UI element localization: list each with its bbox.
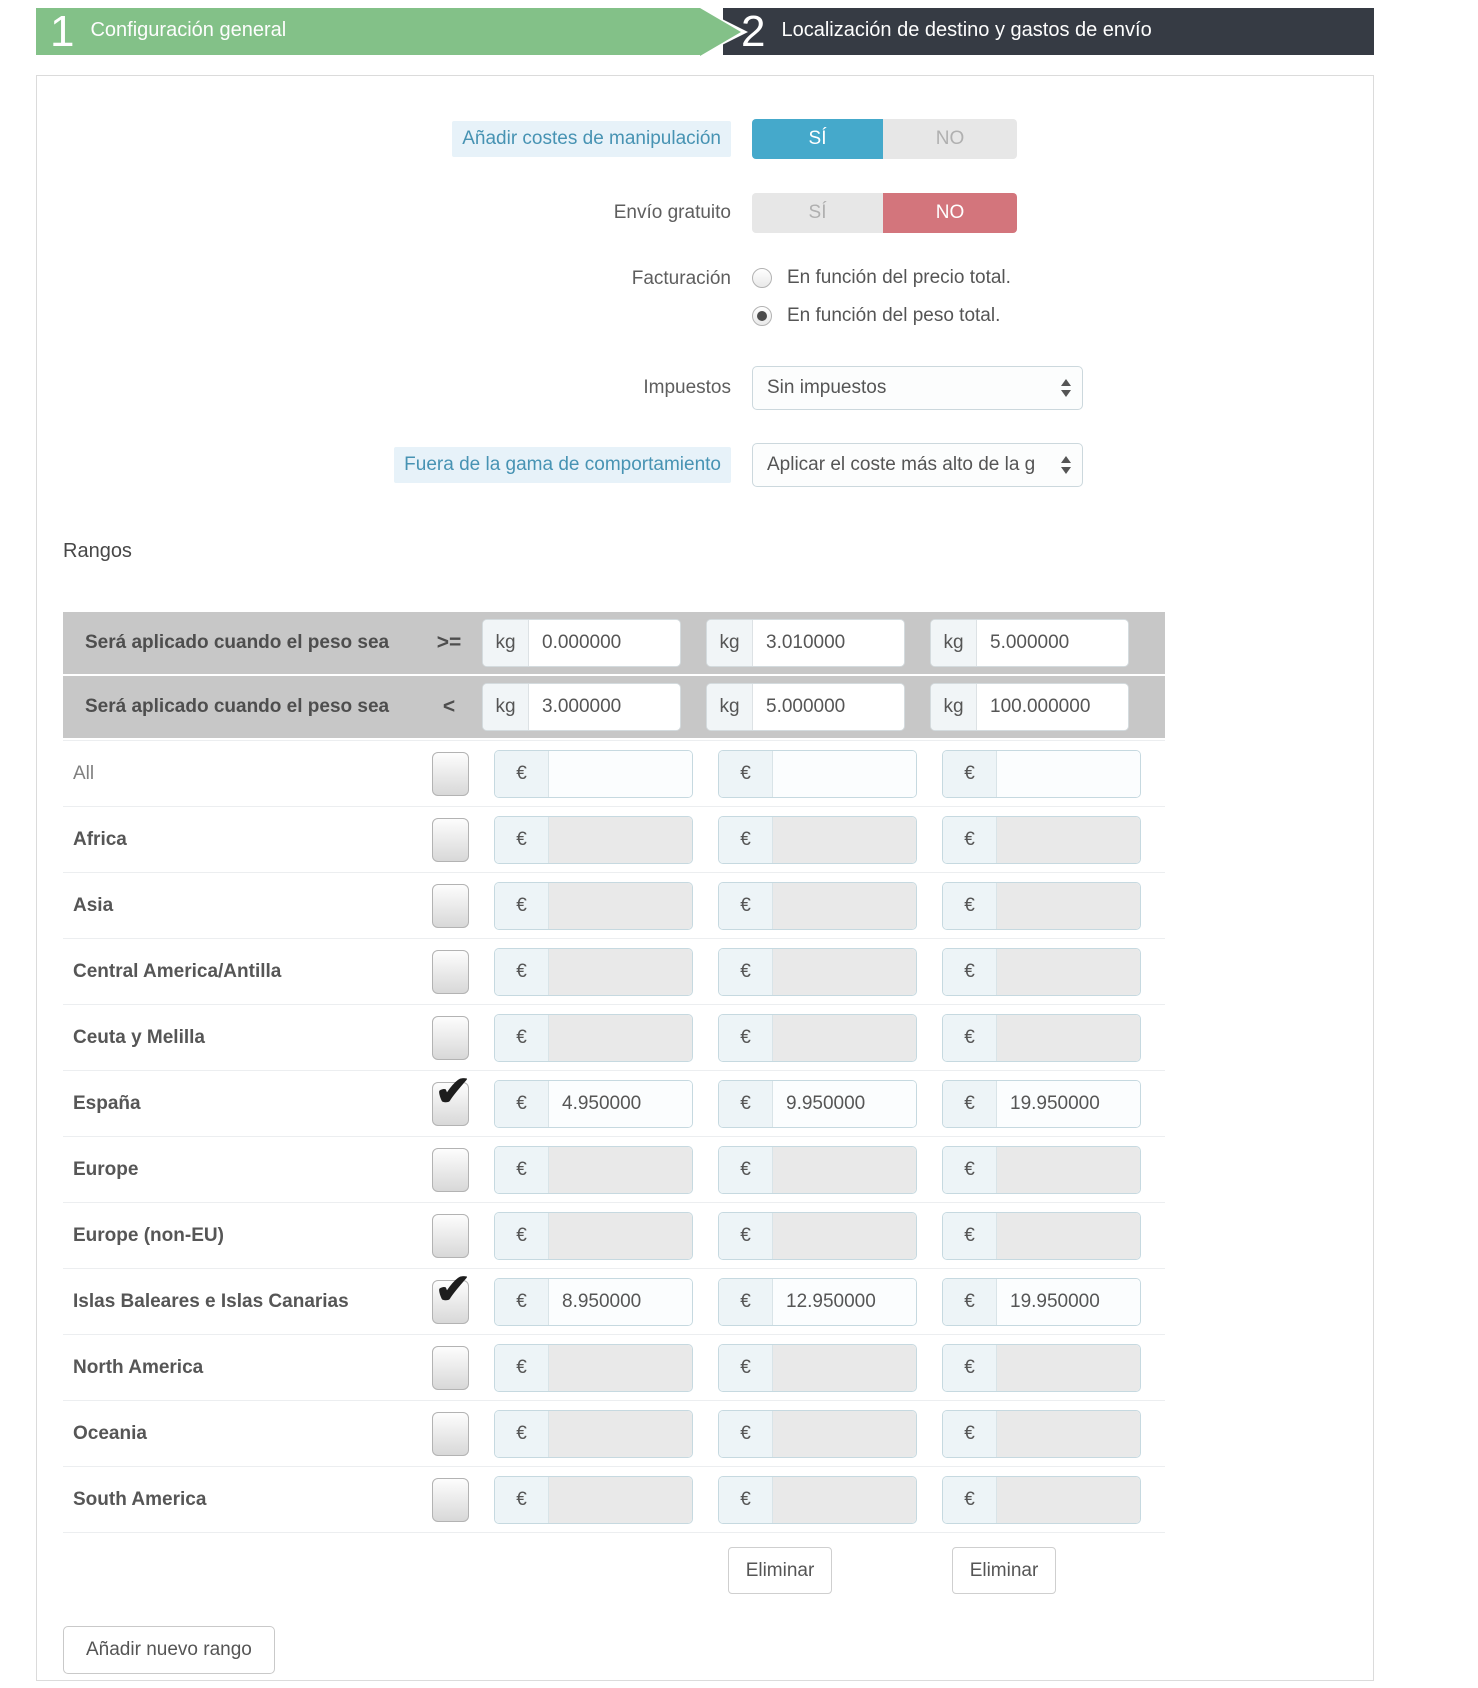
zone-name: Europe <box>73 1158 139 1180</box>
currency-label: € <box>719 949 773 995</box>
zone-name: Asia <box>73 894 114 916</box>
currency-label: € <box>719 1477 773 1523</box>
currency-label: € <box>495 817 549 863</box>
price-input[interactable] <box>549 949 692 995</box>
price-input-group <box>718 816 917 864</box>
price-input-group <box>718 1344 917 1392</box>
currency-label: € <box>943 751 997 797</box>
currency-label: € <box>719 1147 773 1193</box>
price-input[interactable] <box>773 1081 916 1127</box>
range-condition-rows <box>63 612 1165 738</box>
currency-label: € <box>943 883 997 929</box>
zone-checkbox[interactable] <box>432 1280 469 1324</box>
price-input-group <box>942 1476 1141 1524</box>
select-arrows-icon <box>1061 456 1071 474</box>
currency-label: € <box>943 1147 997 1193</box>
zone-checkbox-cell <box>422 1148 494 1192</box>
price-input[interactable] <box>997 1015 1140 1061</box>
price-input[interactable] <box>773 1477 916 1523</box>
range-condition-row <box>63 612 1165 674</box>
zone-checkbox[interactable] <box>432 1346 469 1390</box>
out-of-range-label: Fuera de la gama de comportamiento <box>63 443 731 487</box>
zone-checkbox-cell <box>422 1082 494 1126</box>
zone-checkbox-cell <box>422 1412 494 1456</box>
wizard-steps <box>36 8 1374 55</box>
currency-label: € <box>943 1345 997 1391</box>
range-condition-label: Será aplicado cuando el peso sea <box>85 696 390 717</box>
currency-label: € <box>719 1279 773 1325</box>
zone-checkbox[interactable] <box>432 1082 469 1126</box>
free-shipping-no-button[interactable]: NO <box>883 193 1017 233</box>
price-input-group <box>494 1344 693 1392</box>
range-operator: < <box>442 695 456 718</box>
price-input[interactable] <box>997 1345 1140 1391</box>
currency-label: € <box>719 1213 773 1259</box>
free-shipping-yes-button[interactable]: SÍ <box>752 193 883 233</box>
price-input[interactable] <box>997 883 1140 929</box>
currency-label: € <box>943 1477 997 1523</box>
zone-row <box>63 1070 1165 1136</box>
zone-row <box>63 1466 1165 1532</box>
delete-range-3-button[interactable]: Eliminar <box>952 1547 1056 1594</box>
range-condition-row <box>63 676 1165 738</box>
handling-costs-toggle <box>752 119 1017 159</box>
price-input-group <box>942 948 1141 996</box>
zone-row <box>63 1400 1165 1466</box>
price-input-group <box>494 1476 693 1524</box>
zone-name: Islas Baleares e Islas Canarias <box>73 1290 349 1312</box>
step-1-number: 1 <box>50 6 75 56</box>
add-range-button[interactable]: Añadir nuevo rango <box>63 1626 275 1674</box>
price-input-group <box>942 1344 1141 1392</box>
currency-label: € <box>495 1081 549 1127</box>
zone-checkbox-cell <box>422 884 494 928</box>
weight-unit-label: kg <box>931 620 977 666</box>
zone-checkbox-cell <box>422 1016 494 1060</box>
price-input-group <box>942 1080 1141 1128</box>
price-input-group <box>718 1476 917 1524</box>
zone-row <box>63 872 1165 938</box>
weight-input[interactable] <box>977 684 1128 730</box>
price-input-group <box>494 1014 693 1062</box>
radio-icon <box>752 268 772 288</box>
weight-input[interactable] <box>753 684 904 730</box>
weight-unit-label: kg <box>707 620 753 666</box>
zone-row <box>63 1004 1165 1070</box>
billing-option-price[interactable] <box>752 267 1011 289</box>
zone-name: All <box>73 762 95 784</box>
price-input[interactable] <box>997 817 1140 863</box>
price-input-group <box>494 816 693 864</box>
price-input-group <box>942 750 1141 798</box>
price-input[interactable] <box>773 949 916 995</box>
zone-name: Africa <box>73 828 127 850</box>
zone-checkbox[interactable] <box>432 950 469 994</box>
price-input-group <box>718 882 917 930</box>
price-input-group <box>718 1080 917 1128</box>
weight-unit-label: kg <box>483 620 529 666</box>
price-input[interactable] <box>549 817 692 863</box>
price-input[interactable] <box>773 1147 916 1193</box>
zone-row <box>63 1136 1165 1202</box>
general-settings-panel <box>36 75 1374 1681</box>
price-input[interactable] <box>773 1411 916 1457</box>
currency-label: € <box>719 1015 773 1061</box>
currency-label: € <box>719 817 773 863</box>
price-input[interactable] <box>773 1279 916 1325</box>
handling-costs-row <box>63 119 1347 159</box>
zone-name: España <box>73 1092 141 1114</box>
currency-label: € <box>495 1411 549 1457</box>
currency-label: € <box>943 1015 997 1061</box>
zone-row <box>63 938 1165 1004</box>
price-input[interactable] <box>549 1279 692 1325</box>
zone-row <box>63 1334 1165 1400</box>
currency-label: € <box>719 1345 773 1391</box>
billing-option-weight[interactable] <box>752 305 1011 327</box>
step-2-label: Localización de destino y gastos de envío <box>781 19 1152 41</box>
price-input[interactable] <box>549 1213 692 1259</box>
price-input-group <box>718 1014 917 1062</box>
tab-step-2[interactable] <box>723 8 1374 55</box>
weight-input[interactable] <box>753 620 904 666</box>
zone-checkbox[interactable] <box>432 884 469 928</box>
select-arrows-icon <box>1061 379 1071 397</box>
weight-input-group <box>706 619 905 667</box>
price-input[interactable] <box>549 1081 692 1127</box>
zone-checkbox[interactable] <box>432 1016 469 1060</box>
handling-costs-label: Añadir costes de manipulación <box>63 119 731 159</box>
zone-name: Oceania <box>73 1422 147 1444</box>
zone-name: Ceuta y Melilla <box>73 1026 205 1048</box>
zone-checkbox-cell <box>422 752 494 796</box>
price-input[interactable] <box>549 883 692 929</box>
billing-row <box>63 267 1347 327</box>
out-of-range-select-value: Aplicar el coste más alto de la g <box>767 454 1036 475</box>
price-input[interactable] <box>549 1147 692 1193</box>
currency-label: € <box>495 1279 549 1325</box>
price-input-group <box>942 816 1141 864</box>
price-input-group <box>494 948 693 996</box>
price-input[interactable] <box>997 1081 1140 1127</box>
price-input-group <box>718 750 917 798</box>
zone-name: North America <box>73 1356 204 1378</box>
range-condition-label: Será aplicado cuando el peso sea <box>85 632 390 653</box>
price-input[interactable] <box>549 1015 692 1061</box>
zone-checkbox[interactable] <box>432 1412 469 1456</box>
price-input-group <box>942 1014 1141 1062</box>
weight-unit-label: kg <box>483 684 529 730</box>
price-input-group <box>718 1278 917 1326</box>
free-shipping-toggle <box>752 193 1017 233</box>
step-2-number: 2 <box>741 6 766 56</box>
price-input[interactable] <box>773 883 916 929</box>
radio-checked-icon <box>752 306 772 326</box>
zone-checkbox-cell <box>422 818 494 862</box>
price-input-group <box>942 882 1141 930</box>
price-input-group <box>494 1212 693 1260</box>
price-input[interactable] <box>997 1213 1140 1259</box>
zone-row <box>63 1268 1165 1334</box>
price-input[interactable] <box>549 751 692 797</box>
price-input[interactable] <box>997 1279 1140 1325</box>
price-input-group <box>718 1212 917 1260</box>
zone-name: South America <box>73 1488 207 1510</box>
price-input[interactable] <box>997 1147 1140 1193</box>
free-shipping-row <box>63 193 1347 233</box>
price-input[interactable] <box>997 1411 1140 1457</box>
currency-label: € <box>495 883 549 929</box>
ranges-table <box>63 612 1165 1608</box>
taxes-label: Impuestos <box>643 377 731 398</box>
price-input[interactable] <box>549 1345 692 1391</box>
zone-checkbox-cell <box>422 1214 494 1258</box>
zone-row <box>63 806 1165 872</box>
billing-option-price-label: En función del precio total. <box>787 267 1011 288</box>
price-input[interactable] <box>773 1345 916 1391</box>
weight-input[interactable] <box>529 684 680 730</box>
currency-label: € <box>719 1081 773 1127</box>
taxes-select[interactable] <box>752 366 1083 410</box>
tab-step-1[interactable] <box>36 8 700 55</box>
price-input-group <box>942 1146 1141 1194</box>
weight-input-group <box>930 619 1129 667</box>
price-input[interactable] <box>773 1015 916 1061</box>
ranges-title: Rangos <box>63 540 132 562</box>
billing-label: Facturación <box>631 268 731 289</box>
currency-label: € <box>495 1213 549 1259</box>
currency-label: € <box>495 1015 549 1061</box>
currency-label: € <box>943 817 997 863</box>
zone-row <box>63 1202 1165 1268</box>
ranges-footer-row <box>63 1532 1165 1608</box>
weight-unit-label: kg <box>931 684 977 730</box>
zone-checkbox-cell <box>422 950 494 994</box>
out-of-range-row <box>63 443 1347 487</box>
currency-label: € <box>495 949 549 995</box>
zone-name: Europe (non-EU) <box>73 1224 224 1246</box>
zone-checkbox[interactable] <box>432 1148 469 1192</box>
currency-label: € <box>943 1411 997 1457</box>
currency-label: € <box>943 1213 997 1259</box>
delete-range-2-button[interactable]: Eliminar <box>728 1547 832 1594</box>
price-input-group <box>718 1410 917 1458</box>
currency-label: € <box>495 751 549 797</box>
step-1-label: Configuración general <box>90 19 287 41</box>
weight-input-group <box>482 683 681 731</box>
zone-checkbox[interactable] <box>432 1214 469 1258</box>
zone-checkbox[interactable] <box>432 818 469 862</box>
price-input-group <box>494 750 693 798</box>
price-input[interactable] <box>773 817 916 863</box>
price-input[interactable] <box>997 1477 1140 1523</box>
zone-rows <box>63 740 1165 1532</box>
price-input-group <box>718 948 917 996</box>
zone-name: Central America/Antilla <box>73 960 282 982</box>
price-input-group <box>494 1146 693 1194</box>
currency-label: € <box>495 1345 549 1391</box>
taxes-select-value: Sin impuestos <box>767 377 887 398</box>
weight-input[interactable] <box>977 620 1128 666</box>
currency-label: € <box>719 751 773 797</box>
price-input-group <box>718 1146 917 1194</box>
price-input[interactable] <box>997 949 1140 995</box>
currency-label: € <box>719 883 773 929</box>
handling-costs-no-button[interactable]: NO <box>883 119 1017 159</box>
zone-checkbox-cell <box>422 1478 494 1522</box>
currency-label: € <box>495 1477 549 1523</box>
free-shipping-label: Envío gratuito <box>613 202 731 223</box>
price-input-group <box>942 1212 1141 1260</box>
zone-checkbox-cell <box>422 1280 494 1324</box>
currency-label: € <box>943 1081 997 1127</box>
price-input[interactable] <box>549 1477 692 1523</box>
weight-input[interactable] <box>529 620 680 666</box>
taxes-row <box>63 366 1347 410</box>
zone-checkbox[interactable] <box>432 1478 469 1522</box>
handling-costs-yes-button[interactable]: SÍ <box>752 119 883 159</box>
weight-input-group <box>930 683 1129 731</box>
currency-label: € <box>943 949 997 995</box>
zone-checkbox-cell <box>422 1346 494 1390</box>
price-input-group <box>494 1278 693 1326</box>
billing-option-weight-label: En función del peso total. <box>787 305 1001 326</box>
price-input[interactable] <box>997 751 1140 797</box>
weight-unit-label: kg <box>707 684 753 730</box>
zone-row <box>63 740 1165 806</box>
step-arrow-icon <box>700 8 741 56</box>
price-input-group <box>494 1080 693 1128</box>
range-operator: >= <box>436 631 462 654</box>
price-input-group <box>494 1410 693 1458</box>
billing-radio-group <box>752 267 1011 327</box>
weight-input-group <box>482 619 681 667</box>
weight-input-group <box>706 683 905 731</box>
zone-checkbox[interactable] <box>432 752 469 796</box>
currency-label: € <box>943 1279 997 1325</box>
price-input[interactable] <box>773 751 916 797</box>
price-input[interactable] <box>773 1213 916 1259</box>
price-input-group <box>494 882 693 930</box>
currency-label: € <box>719 1411 773 1457</box>
currency-label: € <box>495 1147 549 1193</box>
price-input[interactable] <box>549 1411 692 1457</box>
price-input-group <box>942 1278 1141 1326</box>
out-of-range-select[interactable] <box>752 443 1083 487</box>
price-input-group <box>942 1410 1141 1458</box>
